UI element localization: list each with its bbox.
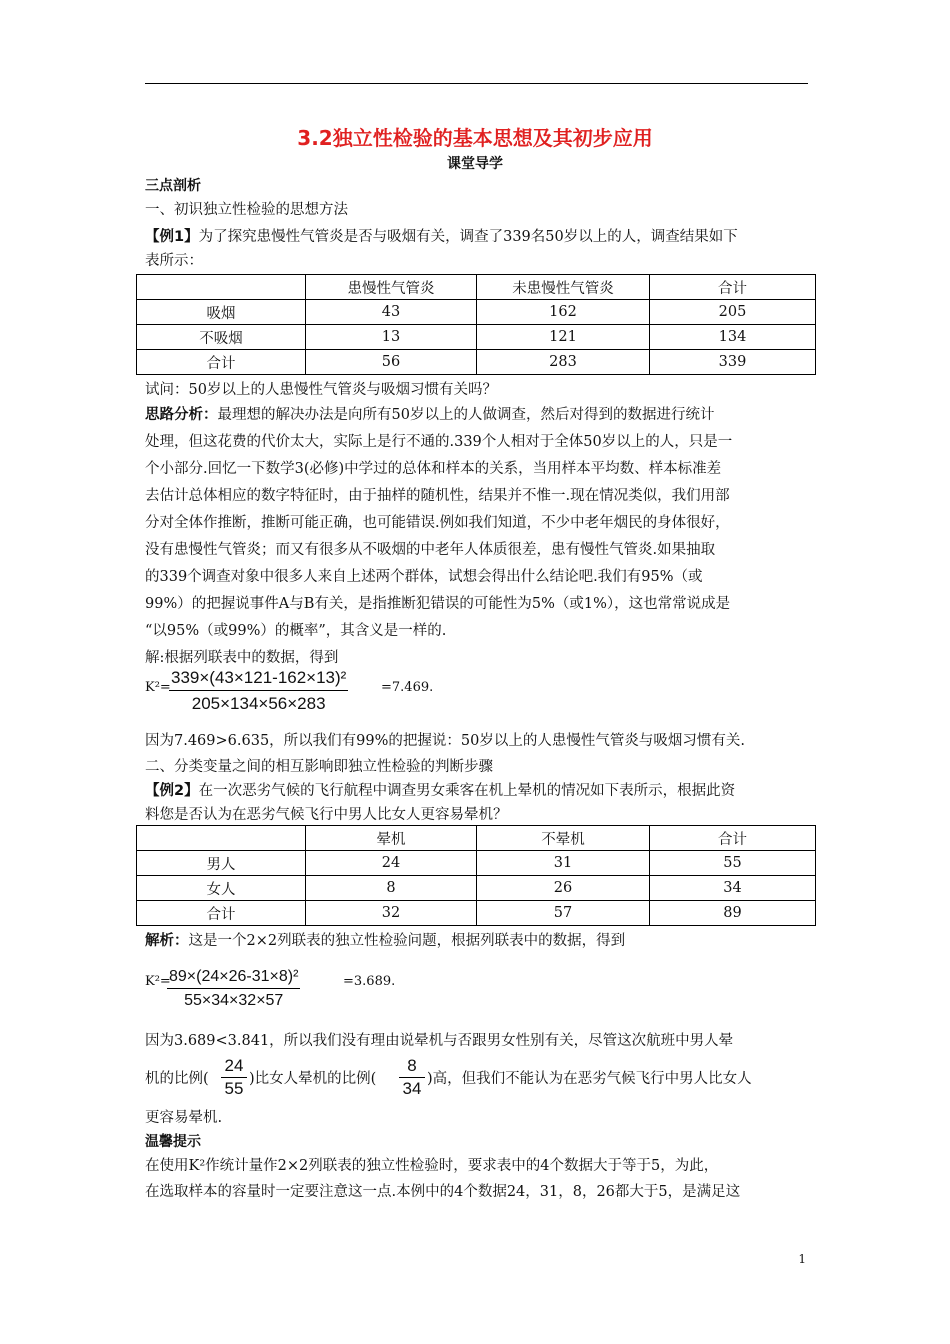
analysis-line: 分对全体作推断，推断可能正确，也可能错误.例如我们知道，不少中老年烟民的身体很好，	[145, 515, 730, 531]
fraction-numerator: 24	[221, 1056, 247, 1078]
table-header-cell: 晕机	[306, 826, 477, 851]
table-cell: 121	[477, 325, 650, 350]
table-header-cell	[137, 275, 306, 300]
analysis-line-1	[145, 405, 810, 425]
formula-denominator: 205×134×56×283	[191, 694, 326, 713]
table-cell: 43	[306, 300, 477, 325]
formula-fraction	[167, 968, 300, 1010]
analysis-label: 解析：	[145, 933, 189, 949]
example1-line1	[145, 227, 810, 247]
analysis-label: 思路分析：	[145, 407, 218, 423]
example1-line2: 表所示：	[145, 253, 203, 269]
example1-question: 试问：50岁以上的人患慢性气管炎与吸烟习惯有关吗？	[145, 382, 497, 398]
formula-numerator: 89×(24×26-31×8)²	[167, 968, 300, 989]
example2-table	[136, 825, 816, 926]
tip-heading: 温馨提示	[145, 1134, 201, 1150]
section-heading: 三点剖析	[145, 178, 201, 194]
formula-lhs: K²=	[145, 974, 171, 989]
analysis-line: 的339个调查对象中很多人来自上述两个群体，试想会得出什么结论吧.我们有95%（或	[145, 569, 703, 585]
page-subtitle: 课堂导学	[447, 156, 503, 172]
table-cell: 57	[477, 901, 650, 926]
table-cell: 合计	[137, 350, 306, 375]
analysis-line: 99%）的把握说事件A与B有关，是指推断犯错误的可能性为5%（或1%），这也常常说成是	[145, 596, 731, 612]
table-header-row	[137, 826, 816, 851]
table-cell: 56	[306, 350, 477, 375]
table-cell: 283	[477, 350, 650, 375]
formula-fraction	[169, 668, 348, 714]
tip-line: 在使用K²作统计量作2×2列联表的独立性检验时，要求表中的4个数据大于等于5，为此，	[145, 1158, 719, 1174]
table-cell: 不吸烟	[137, 325, 306, 350]
table-header-cell: 合计	[650, 826, 816, 851]
table-cell: 24	[306, 851, 477, 876]
table-cell: 13	[306, 325, 477, 350]
example1-text: 为了探究患慢性气管炎是否与吸烟有关，调查了339名50岁以上的人，调查结果如下	[198, 229, 738, 245]
table-row	[137, 901, 816, 926]
table-row	[137, 325, 816, 350]
header-rule	[145, 83, 808, 84]
table-header-cell: 不晕机	[477, 826, 650, 851]
example2-line2: 料您是否认为在恶劣气候飞行中男人比女人更容易晕机？	[145, 807, 508, 823]
table-header-cell: 患慢性气管炎	[306, 275, 477, 300]
example1-table	[136, 274, 816, 375]
example2-conclusion-1: 因为3.689<3.841，所以我们没有理由说晕机与否跟男女性别有关，尽管这次航班中男人晕	[145, 1033, 734, 1049]
page-number: 1	[798, 1252, 806, 1266]
example2-line1	[145, 781, 810, 801]
table-row	[137, 300, 816, 325]
table-cell: 女人	[137, 876, 306, 901]
table-row	[137, 851, 816, 876]
formula-result: =3.689.	[343, 974, 396, 989]
table-cell: 55	[650, 851, 816, 876]
table-cell: 205	[650, 300, 816, 325]
text-segment: )高，但我们不能认为在恶劣气候飞行中男人比女人	[427, 1071, 752, 1087]
example2-conclusion-3: 更容易晕机.	[145, 1110, 223, 1126]
formula-denominator: 55×34×32×57	[184, 992, 284, 1009]
table-cell: 26	[477, 876, 650, 901]
table-cell: 339	[650, 350, 816, 375]
solution-line: 解:根据列联表中的数据，得到	[145, 650, 339, 666]
fraction-numerator: 8	[399, 1056, 425, 1078]
example2-label: 【例2】	[145, 783, 199, 799]
part1-heading: 一、初识独立性检验的思想方法	[145, 202, 348, 218]
analysis-line: 个小部分.回忆一下数学3(必修)中学过的总体和样本的关系，当用样本平均数、样本标准差	[145, 461, 722, 477]
table-cell: 32	[306, 901, 477, 926]
analysis-text: 最理想的解决办法是向所有50岁以上的人做调查，然后对得到的数据进行统计	[217, 407, 715, 423]
table-row	[137, 876, 816, 901]
table-cell: 8	[306, 876, 477, 901]
example2-conclusion-2	[145, 1056, 810, 1106]
analysis-line: 处理，但这花费的代价太大，实际上是行不通的.339个人相对于全体50岁以上的人，只是一	[145, 434, 733, 450]
example2-analysis	[145, 931, 810, 951]
ratio-fraction-1	[221, 1056, 247, 1099]
table-cell: 89	[650, 901, 816, 926]
example1-label: 【例1】	[145, 229, 199, 245]
table-cell: 吸烟	[137, 300, 306, 325]
table-cell: 31	[477, 851, 650, 876]
fraction-denominator: 55	[224, 1079, 244, 1098]
part2-heading: 二、分类变量之间的相互影响即独立性检验的判断步骤	[145, 759, 493, 775]
text-segment: 机的比例(	[145, 1071, 209, 1087]
table-header-cell	[137, 826, 306, 851]
fraction-denominator: 34	[402, 1079, 422, 1098]
formula-numerator: 339×(43×121-162×13)²	[169, 668, 348, 691]
table-cell: 134	[650, 325, 816, 350]
table-cell: 男人	[137, 851, 306, 876]
table-header-cell: 未患慢性气管炎	[477, 275, 650, 300]
ratio-fraction-2	[399, 1056, 425, 1099]
analysis-line: 去估计总体相应的数字特征时，由于抽样的随机性，结果并不惟一.现在情况类似，我们用部	[145, 488, 730, 504]
table-cell: 34	[650, 876, 816, 901]
analysis-line: 没有患慢性气管炎；而又有很多从不吸烟的中老年人体质很差，患有慢性气管炎.如果抽取	[145, 542, 716, 558]
example1-conclusion: 因为7.469>6.635，所以我们有99%的把握说：50岁以上的人患慢性气管炎与吸烟习惯有关.	[145, 733, 745, 749]
analysis-line: “以95%（或99%）的概率”，其含义是一样的.	[145, 623, 447, 639]
table-cell: 162	[477, 300, 650, 325]
page-title: 3.2独立性检验的基本思想及其初步应用	[297, 126, 653, 150]
tip-line: 在选取样本的容量时一定要注意这一点.本例中的4个数据24，31，8，26都大于5，是满足这	[145, 1184, 741, 1200]
text-segment: )比女人晕机的比例(	[249, 1071, 377, 1087]
table-row	[137, 350, 816, 375]
table-cell: 合计	[137, 901, 306, 926]
formula-result: =7.469.	[381, 680, 434, 695]
formula-lhs: K²=	[145, 680, 171, 695]
analysis-text: 这是一个2×2列联表的独立性检验问题，根据列联表中的数据，得到	[188, 933, 626, 949]
example2-text: 在一次恶劣气候的飞行航程中调查男女乘客在机上晕机的情况如下表所示，根据此资	[198, 783, 736, 799]
table-header-cell: 合计	[650, 275, 816, 300]
table-header-row	[137, 275, 816, 300]
